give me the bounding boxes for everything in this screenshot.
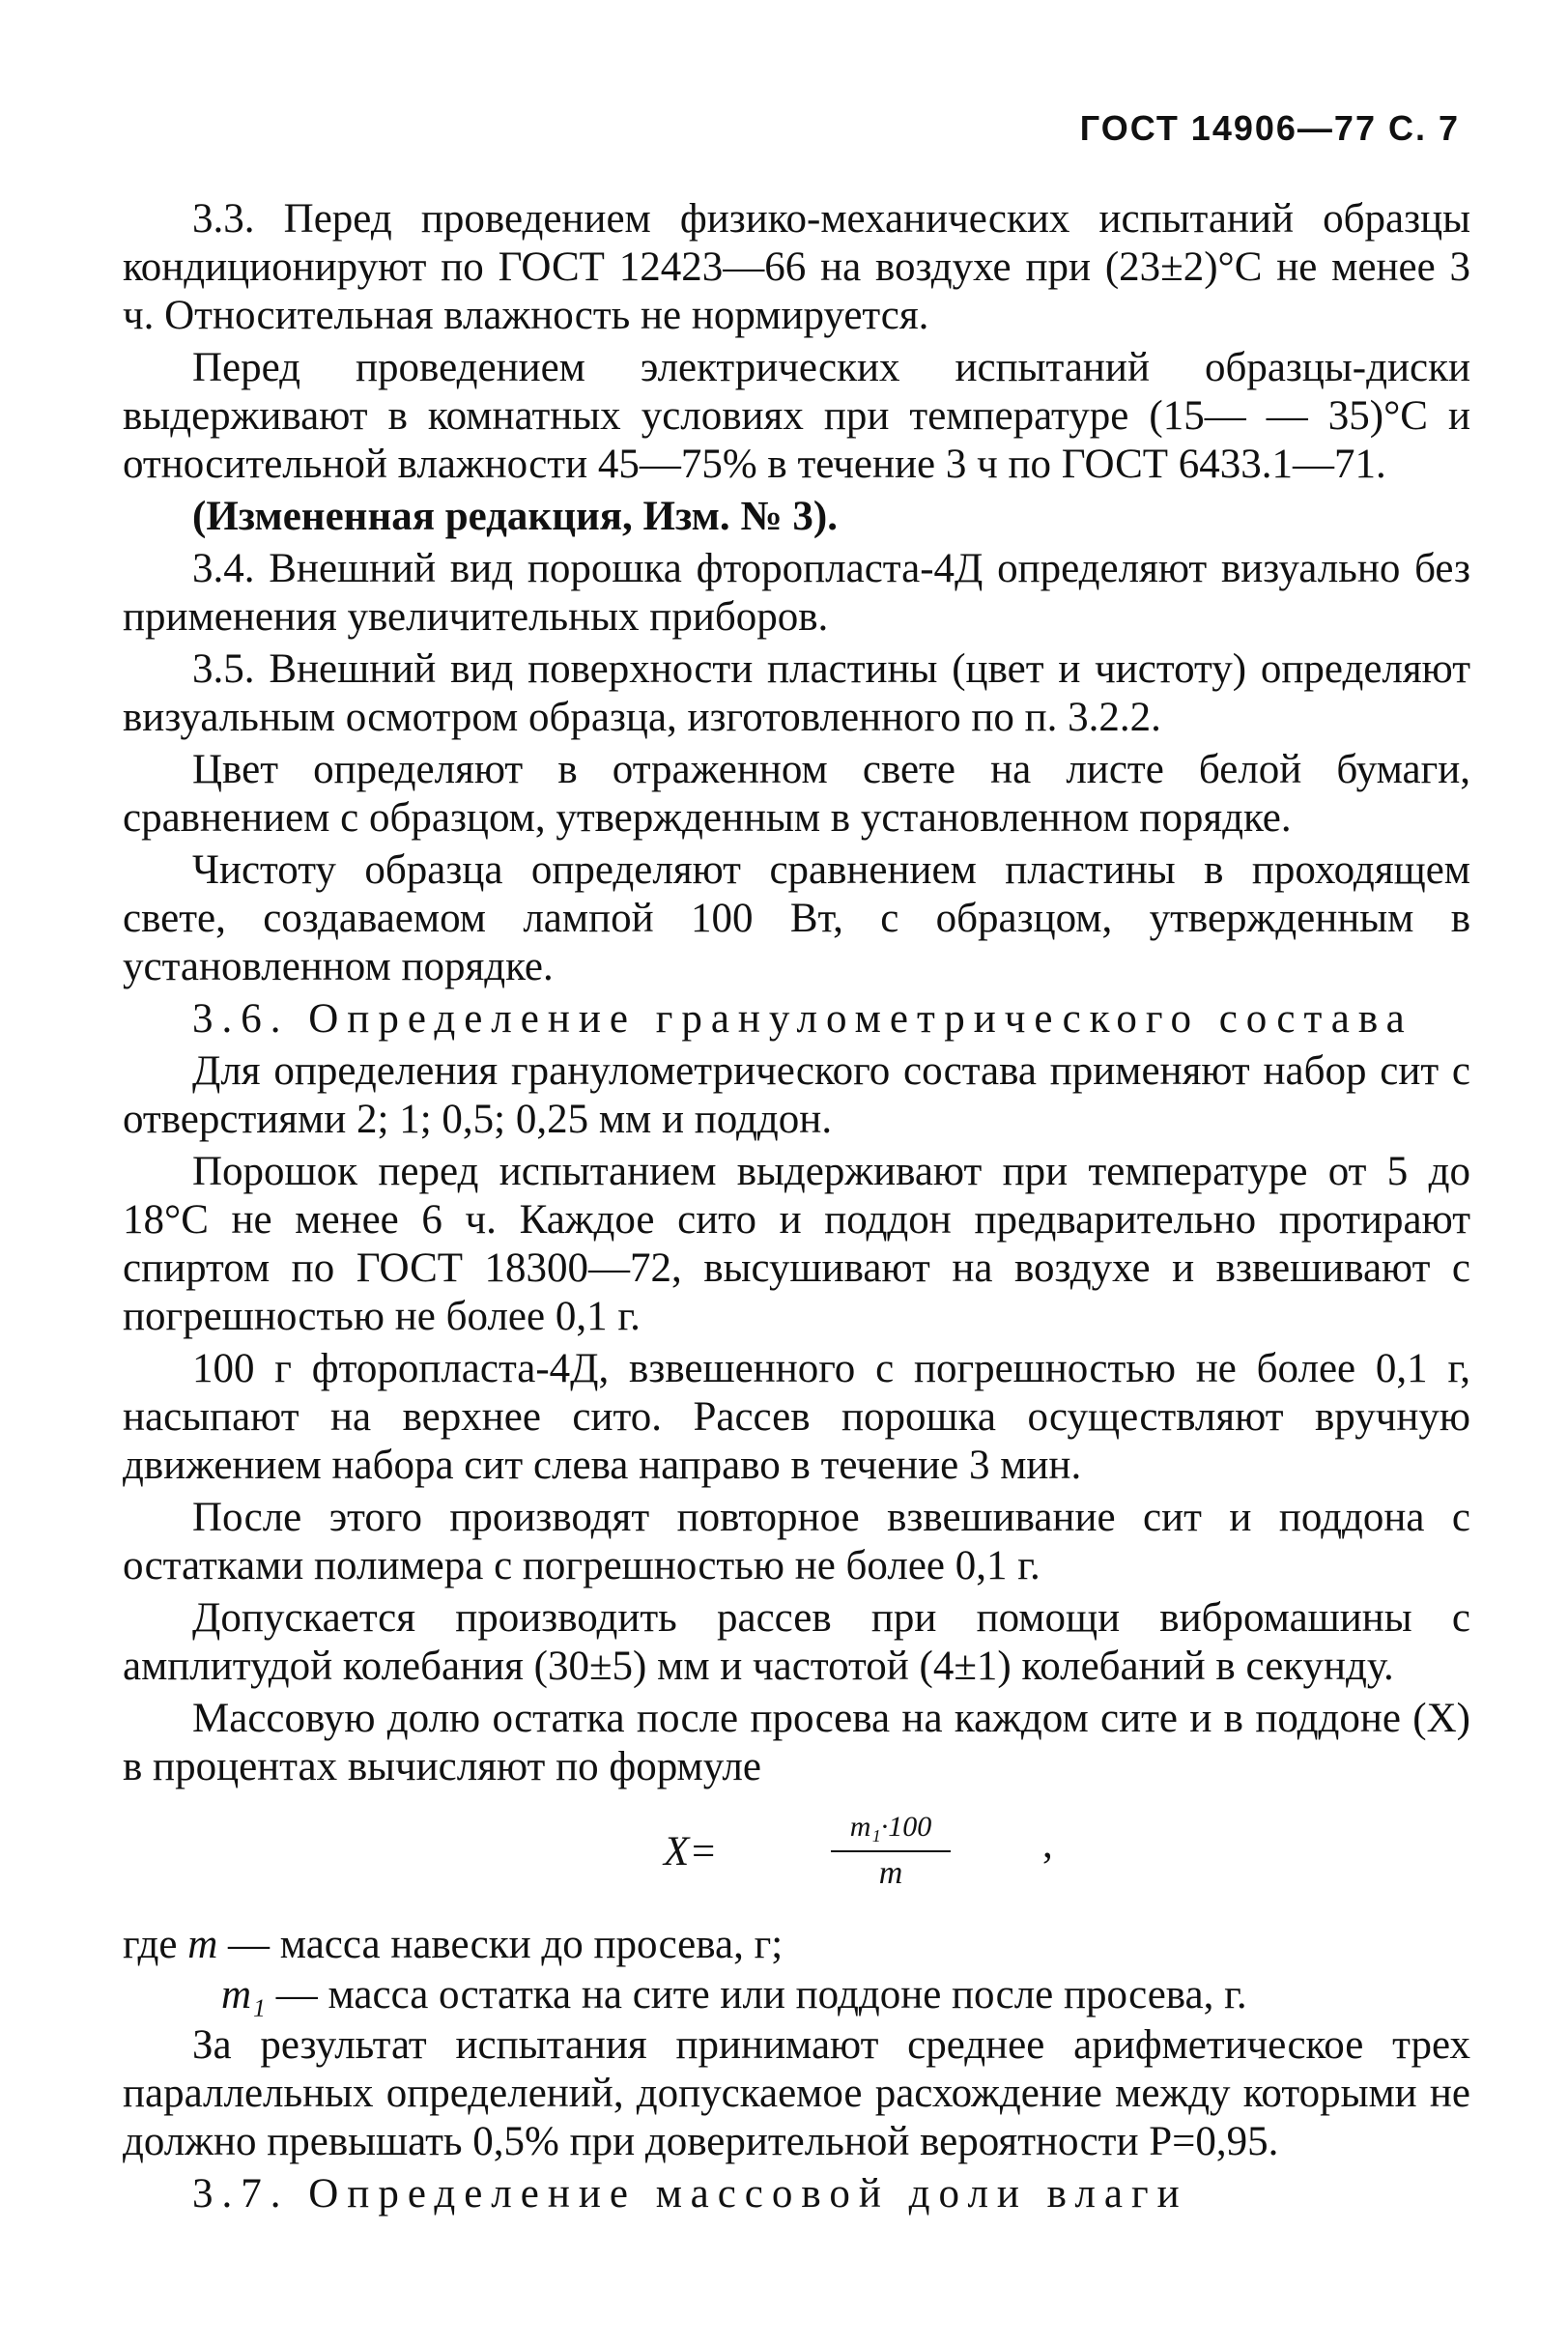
- paragraph-sieve-set: Для определения гранулометрического состава применяют набор сит с отверстиями 2; 1; 0,5; 0,25 мм и поддон.: [123, 1048, 1470, 1142]
- section-3-7-heading: 3.7. Определение массовой доли влаги: [192, 2171, 1188, 2217]
- formula-numerator: m₁·100: [831, 1808, 952, 1852]
- formula-fraction: [751, 1799, 1031, 1895]
- definition-m: [123, 1921, 1470, 1969]
- definition-m-text: — масса навески до просева, г;: [228, 1922, 784, 1967]
- paragraph-3-3: 3.3. Перед проведением физико-механических испытаний образцы кондиционируют по ГОСТ 12423—66 на воздухе при (23±2)°С не менее 3 ч. Относительная влажность не нормируется.: [123, 196, 1470, 338]
- page-header: ГОСТ 14906—77 С. 7: [1079, 108, 1460, 148]
- symbol-m: m: [187, 1922, 218, 1967]
- amendment-note: (Измененная редакция, Изм. № 3).: [192, 494, 838, 539]
- paragraph-mass-fraction: Массовую долю остатка после просева на каждом сите и в поддоне (X) в процентах вычисляют по формуле: [123, 1696, 1470, 1789]
- paragraph-purity: Чистоту образца определяют сравнением пластины в проходящем свете, создаваемом лампой 100 Вт, с образцом, утвержденным в установленном порядке.: [123, 847, 1470, 989]
- formula: [123, 1799, 1470, 1915]
- paragraph-3-5: 3.5. Внешний вид поверхности пластины (цвет и чистоту) определяют визуальным осмотром образца, изготовленного по п. 3.2.2.: [123, 646, 1470, 740]
- formula-comma: ,: [1042, 1821, 1053, 1867]
- paragraph-color: Цвет определяют в отраженном свете на листе белой бумаги, сравнением с образцом, утвержденным в установленном порядке.: [123, 747, 1470, 841]
- where-word: где: [123, 1922, 178, 1967]
- paragraph-result: За результат испытания принимают среднее арифметическое трех параллельных определений, допускаемое расхождение между которыми не должно превышать 0,5% при доверительной вероятности P=0,95.: [123, 2022, 1470, 2164]
- definition-m1-text: — масса остатка на сите или поддоне после просева, г.: [275, 1972, 1247, 2017]
- document-body: [123, 195, 1470, 2222]
- paragraph-reweigh: После этого производят повторное взвешивание сит и поддона с остатками полимера с погрешностью не более 0,1 г.: [123, 1495, 1470, 1588]
- paragraph-3-4: 3.4. Внешний вид порошка фторопласта-4Д определяют визуально без применения увеличительных приборов.: [123, 546, 1470, 640]
- paragraph-vibro: Допускается производить рассев при помощи вибромашины с амплитудой колебания (30±5) мм и частотой (4±1) колебаний в секунду.: [123, 1595, 1470, 1689]
- formula-lhs: X=: [664, 1829, 718, 1874]
- formula-denominator: m: [878, 1855, 903, 1891]
- paragraph-sieving: 100 г фторопласта-4Д, взвешенного с погрешностью не более 0,1 г, насыпают на верхнее сито. Рассев порошка осуществляют вручную движением набора сит слева направо в течение 3 мин.: [123, 1346, 1470, 1488]
- definition-m1: [123, 1971, 1470, 2019]
- symbol-m1: m₁: [221, 1972, 267, 2017]
- paragraph-conditioning: Порошок перед испытанием выдерживают при температуре от 5 до 18°С не менее 6 ч. Каждое сито и поддон предварительно протирают спиртом по ГОСТ 18300—72, высушивают на воздухе и взвешивают с погрешностью не более 0,1 г.: [123, 1149, 1470, 1339]
- paragraph-electrical-tests: Перед проведением электрических испытаний образцы-диски выдерживают в комнатных условиях при температуре (15— — 35)°С и относительной влажности 45—75% в течение 3 ч по ГОСТ 6433.1—71.: [123, 345, 1470, 487]
- section-3-6-heading: 3.6. Определение гранулометрического состава: [192, 996, 1413, 1042]
